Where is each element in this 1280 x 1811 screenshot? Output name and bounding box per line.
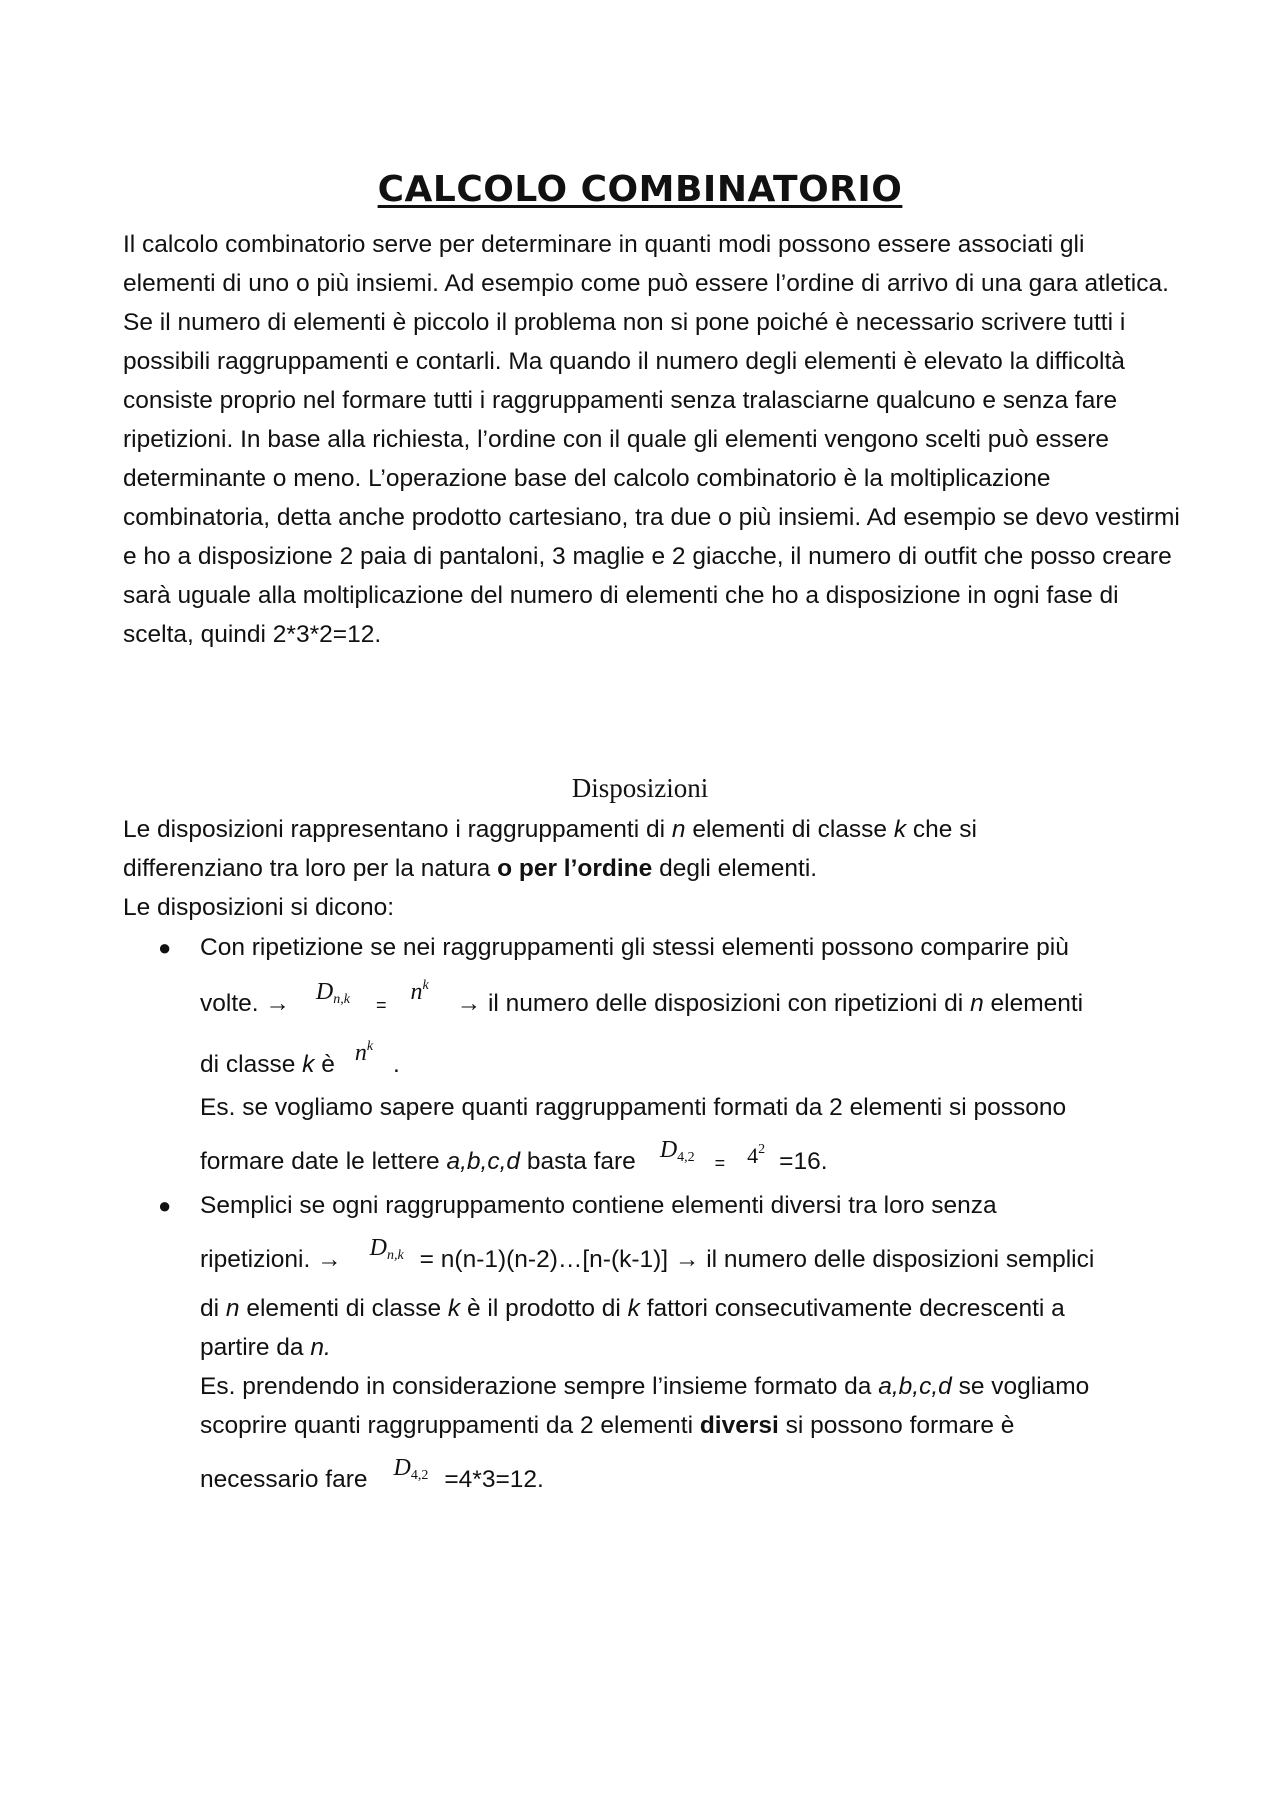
formula-d-nk: D$^{n,k}$ [315,979,350,1007]
section-heading: Disposizioni [571,773,709,803]
formula-d-42: D$^{4,2}$ [659,1137,695,1165]
bullet-icon: ● [158,1193,172,1218]
item2-example-line-3: necessario fare D$^{4,2}$ =4*3=12. [200,1460,1200,1503]
formula-d-nk-simple: D$^{n,k}$ [369,1235,404,1263]
item1-example-line-1: Es. se vogliamo sapere quanti raggruppamenti formati da 2 elementi si possono [200,1094,1067,1121]
section-intro-line-1: Le disposizioni rappresentano i raggruppamenti di n elementi di classe k che si [123,816,977,843]
item2-line-1: Semplici se ogni raggruppamento contiene elementi diversi tra loro senza [200,1192,997,1219]
item2-formula-line: ripetizioni. → D$^{n,k}$ = n(n-1)(n-2)…[n-(k-1)] → il numero delle disposizioni semplici [200,1240,1200,1283]
item1-line-1: Con ripetizione se nei raggruppamenti gli stessi elementi possono comparire più [200,934,1069,961]
section-intro-line-2: differenziano tra loro per la natura o per l’ordine degli elementi. [123,855,818,882]
formula-n-pow-k: $n^k$ [410,978,429,1005]
formula-4-pow-2: $4^2$ [747,1142,766,1168]
document-title: CALCOLO COMBINATORIO [377,169,903,210]
formula-n-pow-k-inline: $n^k$ [354,1039,374,1066]
intro-paragraph: Il calcolo combinatorio serve per determinare in quanti modi possono essere associati gli elementi di uno o più insiemi. Ad esempio come può essere l’ordine di arrivo di una gara atletica. Se il numero di elementi è piccolo il problema non si pone poiché è necessario scrivere tutti i possibili raggruppamenti e contarli. Ma quando il numero degli elementi è elevato la difficoltà consiste proprio nel formare tutti i raggruppamenti senza tralasciarne qualcuno e senza fare ripetizioni. In base alla richiesta, l’ordine con il quale gli elementi vengono scelti può essere determinante o meno. L’operazione base del calcolo combinatorio è la moltiplicazione combinatoria, detta anche prodotto cartesiano, tra due o più insiemi. Ad esempio se devo vestirmi e ho a disposizione 2 paia di pantaloni, 3 maglie e 2 giacche, il numero di outfit che posso creare sarà uguale alla moltiplicazione del numero di elementi che ho a disposizione in ogni fase di scelta, quindi 2*3*2=12. [123,231,1180,648]
section-intro-line-3: Le disposizioni si dicono: [123,894,395,921]
item1-example-line-2: formare date le lettere a,b,c,d basta fare $D^{4,2} = 4^2 =16$. [200,1142,1200,1185]
item2-example-line-2: scoprire quanti raggruppamenti da 2 elementi diversi si possono formare è [200,1412,1015,1439]
item2-example-line-1: Es. prendendo in considerazione sempre l’insieme formato da a,b,c,d se vogliamo [200,1373,1090,1400]
formula-d-42-simple: D$^{4,2}$ [393,1455,429,1483]
item1-formula-line: volte. → $D^{n,k} = n^k\to$ il numero delle disposizioni con ripetizioni di n elementi [200,984,1200,1027]
item2-line-4: partire da n. [200,1334,331,1361]
item1-line-3: di classe k è $n^k$. [200,1045,1200,1088]
item2-line-3: di n elementi di classe k è il prodotto di k fattori consecutivamente decrescenti a [200,1295,1065,1322]
bullet-icon: ● [158,935,172,960]
